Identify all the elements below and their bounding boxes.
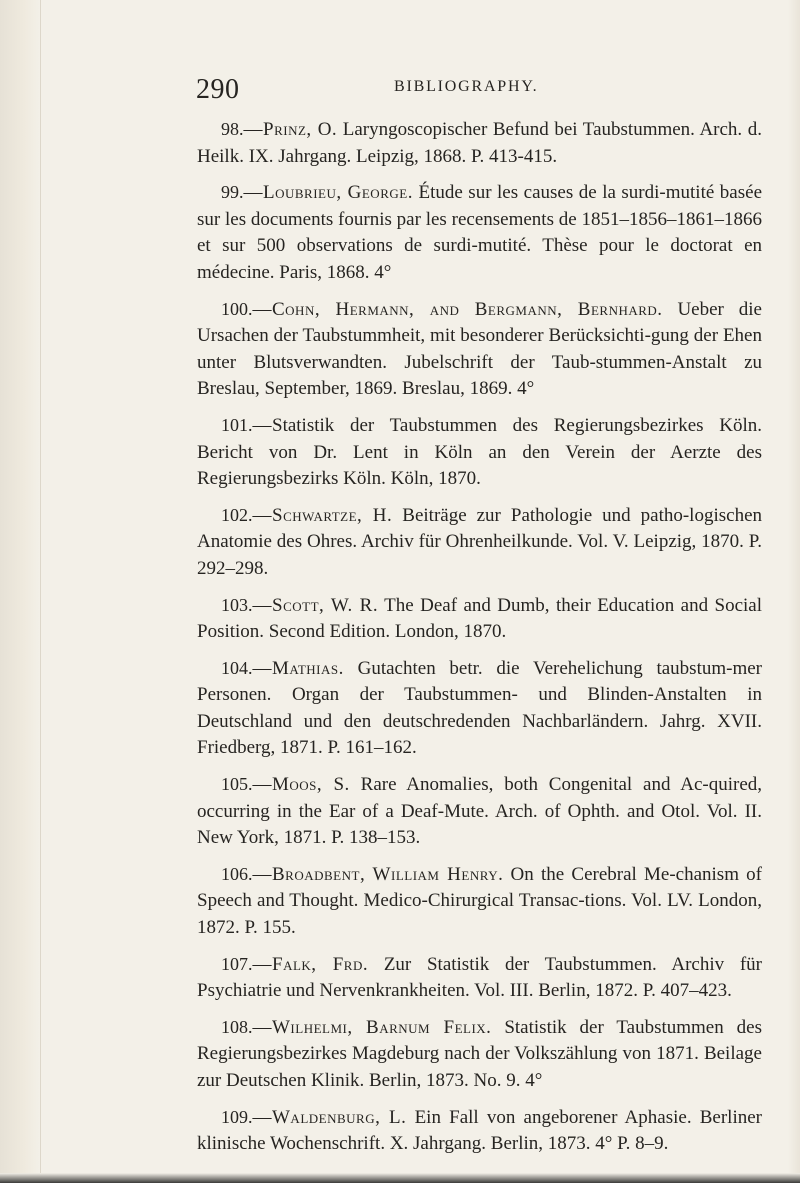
entry-text: Beiträge zur Pathologie und patho-logischen Anatomie des Ohres. Archiv für Ohrenheilkunde. Vol. V. Leipzig, 1870. P. 292–298.	[197, 504, 762, 579]
page-gutter	[0, 0, 41, 1183]
entry-author: —Moos, S.	[252, 774, 350, 796]
bibliography-entry	[197, 179, 762, 286]
page-fore-edge	[788, 0, 800, 1183]
entry-text: Rare Anomalies, both Congenital and Ac-quired, occurring in the Ear of a Deaf-Mute. Arch. of Ophth. and Otol. Vol. II. New York, 1871. P. 138–153.	[197, 774, 763, 849]
entry-author: —Cohn, Hermann, and Bergmann, Bernhard.	[252, 298, 663, 320]
bibliography-entry	[197, 951, 762, 1005]
bibliography-entry	[197, 1014, 762, 1095]
bibliography-entry	[197, 861, 762, 942]
entry-number: 100.	[221, 298, 253, 319]
bibliography-entry	[197, 412, 762, 493]
entry-author: —	[252, 414, 272, 436]
entry-author: —Broadbent, William Henry.	[252, 863, 504, 885]
entry-number: 102.	[221, 504, 253, 525]
entry-text: Zur Statistik der Taubstummen. Archiv für Psychiatrie und Nervenkrankheiten. Vol. III. Berlin, 1872. P. 407–423.	[197, 953, 762, 1002]
bibliography-entry	[197, 296, 762, 403]
entry-author: —Loubrieu, George.	[243, 182, 413, 204]
entry-number: 107.	[221, 953, 253, 974]
entry-author: —Prinz, O.	[243, 119, 338, 140]
bibliography-list	[197, 116, 762, 1167]
entry-number: 103.	[221, 594, 253, 615]
running-head: BIBLIOGRAPHY.	[394, 78, 539, 95]
entry-text: Ein Fall von angeborener Aphasie. Berliner klinische Wochenschrift. X. Jahrgang. Berlin, 1873. 4° P. 8–9.	[197, 1106, 762, 1155]
entry-number: 109.	[221, 1106, 253, 1127]
entry-number: 108.	[221, 1016, 253, 1037]
entry-text: Statistik der Taubstummen des Regierungsbezirkes Magdeburg nach der Volkszählung von 1871. Beilage zur Deutschen Klinik. Berlin, 1873. No. 9. 4°	[197, 1016, 762, 1091]
bibliography-entry	[197, 502, 762, 583]
page-number: 290	[196, 74, 240, 105]
entry-number: 106.	[221, 863, 253, 884]
entry-author: —Wilhelmi, Barnum Felix.	[252, 1016, 492, 1038]
entry-number: 105.	[221, 774, 253, 795]
entry-text: The Deaf and Dumb, their Education and Social Position. Second Edition. London, 1870.	[197, 594, 762, 643]
bibliography-entry	[197, 592, 762, 646]
bibliography-entry	[197, 771, 762, 852]
entry-number: 104.	[221, 657, 253, 678]
entry-text: Étude sur les causes de la surdi-mutité basée sur les documents fournis par les recensements de 1851–1856–1861–1866 et sur 500 observations de surdi-mutité. Thèse pour le doctorat en médecine. Paris, 1868. 4°	[197, 182, 762, 283]
page-bottom-shadow	[0, 1173, 800, 1183]
entry-text: Ueber die Ursachen der Taubstummheit, mit besonderer Berücksichti-gung der Ehen unter Blutsverwandten. Jubelschrift der Taub-stummen-Anstalt zu Breslau, September, 1869. Breslau, 1869. 4°	[197, 298, 762, 400]
entry-text: On the Cerebral Me-chanism of Speech and Thought. Medico-Chirurgical Transac-tions. Vol. LV. London, 1872. P. 155.	[197, 863, 763, 939]
entry-author: —Mathias.	[252, 657, 344, 679]
entry-text: Gutachten betr. die Verehelichung taubstum-mer Personen. Organ der Taubstummen- und Blinden-Anstalten in Deutschland und den deutschredenden Nachbarländern. Jahrg. XVII. Friedberg, 1871. P. 161–162.	[197, 657, 762, 759]
bibliography-entry	[197, 116, 762, 170]
entry-author: —Falk, Frd.	[252, 953, 369, 975]
bibliography-entry	[197, 655, 762, 762]
entry-number: 98.	[221, 119, 244, 139]
entry-author: —Scott, W. R.	[252, 594, 379, 616]
entry-number: 99.	[221, 182, 244, 203]
entry-number: 101.	[221, 414, 253, 435]
bibliography-entry	[197, 1104, 762, 1158]
entry-author: —Schwartze, H.	[252, 504, 393, 526]
entry-text: Laryngoscopischer Befund bei Taubstummen. Arch. d. Heilk. IX. Jahrgang. Leipzig, 1868. P. 413-415.	[197, 119, 762, 167]
entry-author: —Waldenburg, L.	[252, 1106, 407, 1128]
entry-text: Statistik der Taubstummen des Regierungsbezirkes Köln. Bericht von Dr. Lent in Köln an den Verein der Aerzte des Regierungsbezirks Köln. Köln, 1870.	[197, 414, 762, 490]
